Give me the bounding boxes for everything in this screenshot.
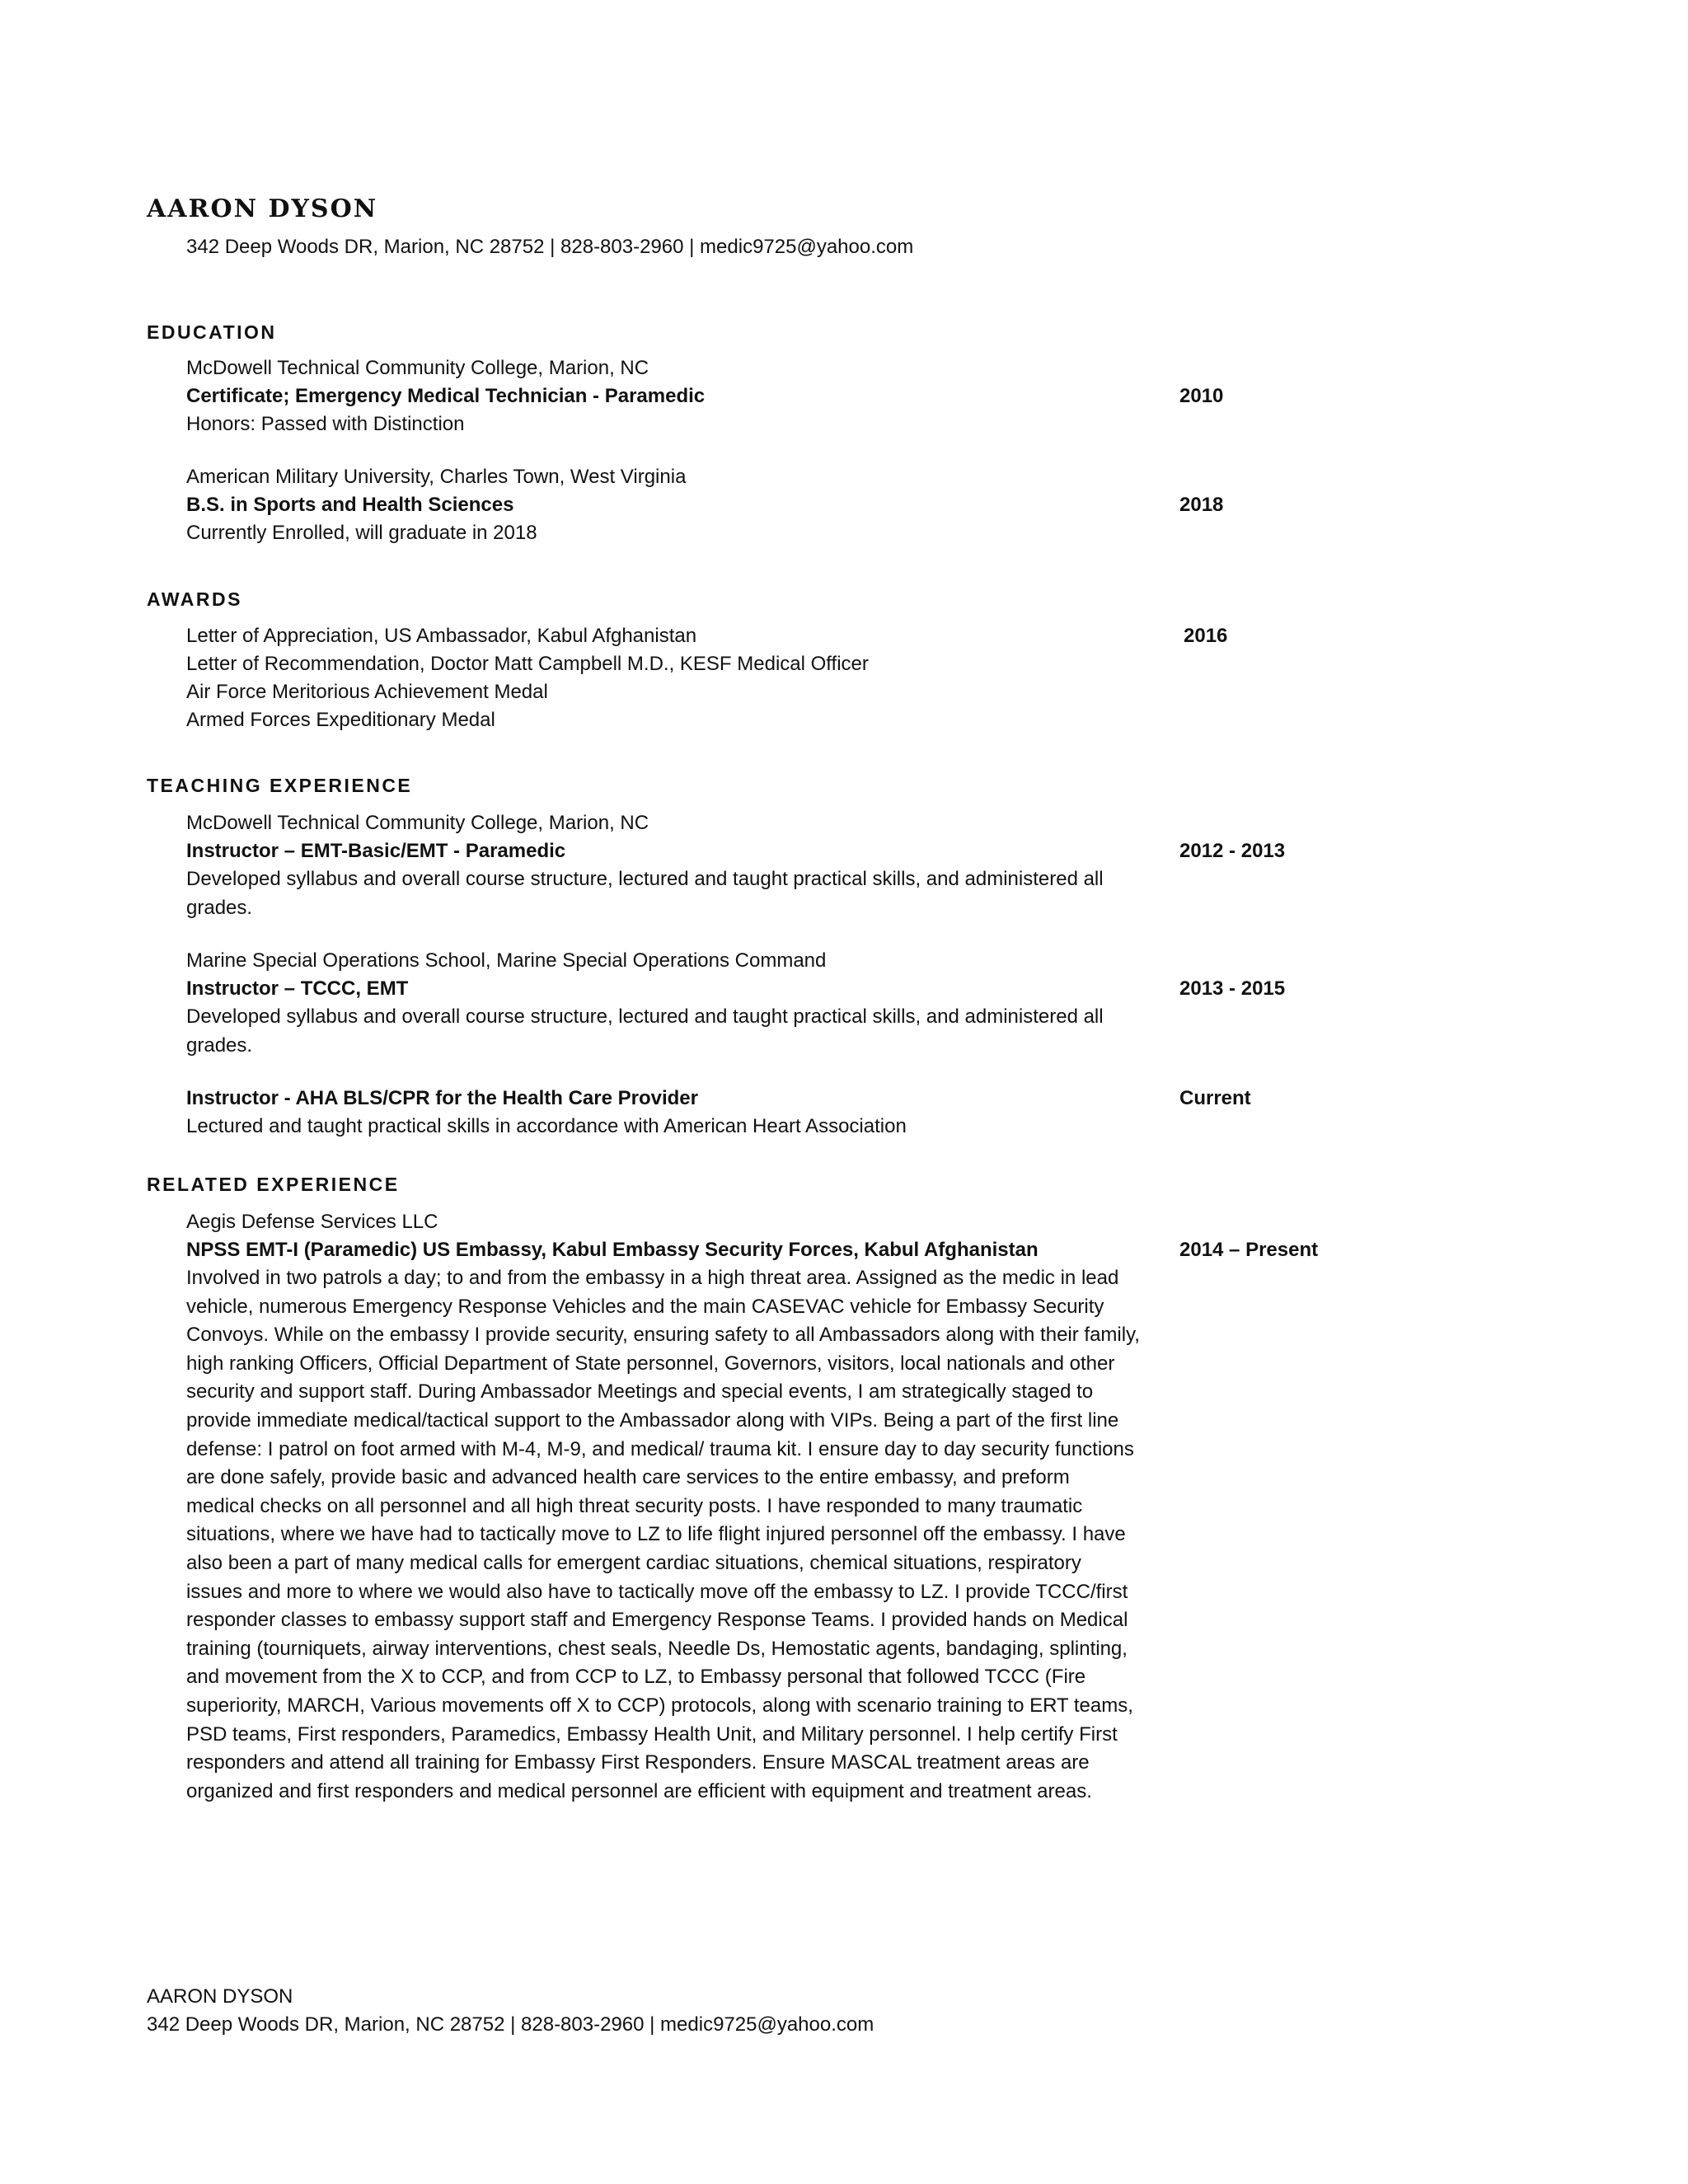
spacer: [186, 438, 1373, 463]
candidate-name: AARON DYSON: [147, 194, 378, 223]
award-text: Air Force Meritorious Achievement Medal: [186, 681, 548, 703]
teaching-date: 2012 - 2013: [1179, 840, 1286, 862]
education-note: Currently Enrolled, will graduate in 2018: [186, 522, 537, 544]
awards-heading: AWARDS: [147, 588, 242, 610]
teaching-role-row: [186, 975, 1373, 1003]
award-text: Letter of Recommendation, Doctor Matt Campbell M.D., KESF Medical Officer: [186, 653, 869, 675]
spacer: [186, 1060, 1373, 1085]
award-item: [186, 650, 1373, 678]
related-date: 2014 – Present: [1179, 1239, 1319, 1261]
teaching-date: 2013 - 2015: [1179, 977, 1286, 1001]
teaching-description: Developed syllabus and overall course structure, lectured and taught practical skills, and administered all grades.: [186, 1005, 1104, 1057]
related-organization: Aegis Defense Services LLC: [186, 1211, 438, 1233]
teaching-organization: McDowell Technical Community College, Marion, NC: [186, 812, 649, 834]
teaching-role: Instructor - AHA BLS/CPR for the Health Care Provider: [186, 1087, 698, 1110]
education-date: 2010: [1179, 385, 1224, 407]
teaching-role: Instructor – EMT-Basic/EMT - Paramedic: [186, 840, 566, 862]
education-degree: Certificate; Emergency Medical Technician - Paramedic: [186, 385, 706, 407]
education-institution: American Military University, Charles Town, West Virginia: [186, 466, 687, 488]
award-item: [186, 678, 1373, 706]
award-date: 2016: [1184, 625, 1228, 647]
award-text: Letter of Appreciation, US Ambassador, Kabul Afghanistan: [186, 625, 697, 647]
related-description: Involved in two patrols a day; to and from the embassy in a high threat area. Assigned as the medic in lead vehicle, numerous Emergency Response Vehicles and the main CASEVAC vehicle for Embassy Security Convoys. While on the embassy I provide security, ensuring safety to all Ambassadors along with their family, high ranking Officers, Official Department of State personnel, Governors, visitors, local nationals and other security and support staff. During Ambassador Meetings and special events, I am strategically staged to provide immediate medical/tactical support to the Ambassador along with VIPs. Being a part of the first line defense: I patrol on foot armed with M-4, M-9, and medical/ trauma kit. I ensure day to day security functions are done safely, provide basic and advanced health care services to the entire embassy, and preform medical checks on all personnel and all high threat security posts. I have responded to many traumatic situations, where we have had to tactically move to LZ to life flight injured personnel off the embassy. I have also been a part of many medical calls for emergent cardiac situations, chemical situations, respiratory issues and more to where we would also have to tactically move off the embassy to LZ. I provide TCCC/first responder classes to embassy support staff and Emergency Response Teams. I provided hands on Medical training (tourniquets, airway interventions, chest seals, Needle Ds, Hemostatic agents, bandaging, splinting, and movement from the X to CCP, and from CCP to LZ, to Embassy personal that followed TCCC (Fire superiority, MARCH, Various movements off X to CCP) protocols, along with scenario training to ERT teams, PSD teams, First responders, Paramedics, Embassy Health Unit, and Military personnel. I help certify First responders and attend all training for Embassy First Responders. Ensure MASCAL treatment areas are organized and first responders and medical personnel are efficient with equipment and treatment areas.: [186, 1267, 1140, 1802]
teaching-heading: TEACHING EXPERIENCE: [147, 775, 413, 796]
education-degree: B.S. in Sports and Health Sciences: [186, 494, 514, 516]
footer-name: AARON DYSON: [147, 1985, 293, 2008]
teaching-section: [186, 809, 1373, 1141]
teaching-entry: [186, 947, 1373, 1060]
teaching-entry: [186, 1085, 1373, 1141]
education-heading: EDUCATION: [147, 321, 277, 343]
award-text: Armed Forces Expeditionary Medal: [186, 709, 495, 731]
related-role: NPSS EMT-I (Paramedic) US Embassy, Kabul Embassy Security Forces, Kabul Afghanistan: [186, 1239, 1039, 1261]
teaching-description: Developed syllabus and overall course structure, lectured and taught practical skills, and administered all grades.: [186, 868, 1104, 919]
related-heading: RELATED EXPERIENCE: [147, 1174, 400, 1195]
education-degree-row: [186, 491, 1373, 519]
education-entry: [186, 463, 1373, 547]
teaching-date: Current: [1179, 1087, 1251, 1110]
education-entry: [186, 354, 1373, 438]
award-item: [186, 622, 1373, 650]
education-section: [186, 354, 1373, 547]
award-item: [186, 706, 1373, 734]
page-footer: [147, 1983, 874, 2039]
related-section: [186, 1208, 1373, 1806]
teaching-organization: Marine Special Operations School, Marine Special Operations Command: [186, 949, 827, 972]
teaching-entry: [186, 809, 1373, 922]
awards-section: [186, 622, 1373, 734]
teaching-description: Lectured and taught practical skills in accordance with American Heart Association: [186, 1115, 907, 1138]
teaching-role-row: [186, 837, 1373, 865]
teaching-role: Instructor – TCCC, EMT: [186, 977, 409, 1001]
footer-contact: 342 Deep Woods DR, Marion, NC 28752 | 828-803-2960 | medic9725@yahoo.com: [147, 2013, 874, 2036]
education-note: Honors: Passed with Distinction: [186, 413, 465, 435]
education-date: 2018: [1179, 494, 1224, 516]
related-role-row: [186, 1236, 1373, 1264]
spacer: [186, 922, 1373, 947]
teaching-role-row: [186, 1085, 1373, 1113]
education-degree-row: [186, 382, 1373, 410]
education-institution: McDowell Technical Community College, Marion, NC: [186, 357, 649, 379]
contact-line: 342 Deep Woods DR, Marion, NC 28752 | 828-803-2960 | medic9725@yahoo.com: [186, 236, 914, 258]
